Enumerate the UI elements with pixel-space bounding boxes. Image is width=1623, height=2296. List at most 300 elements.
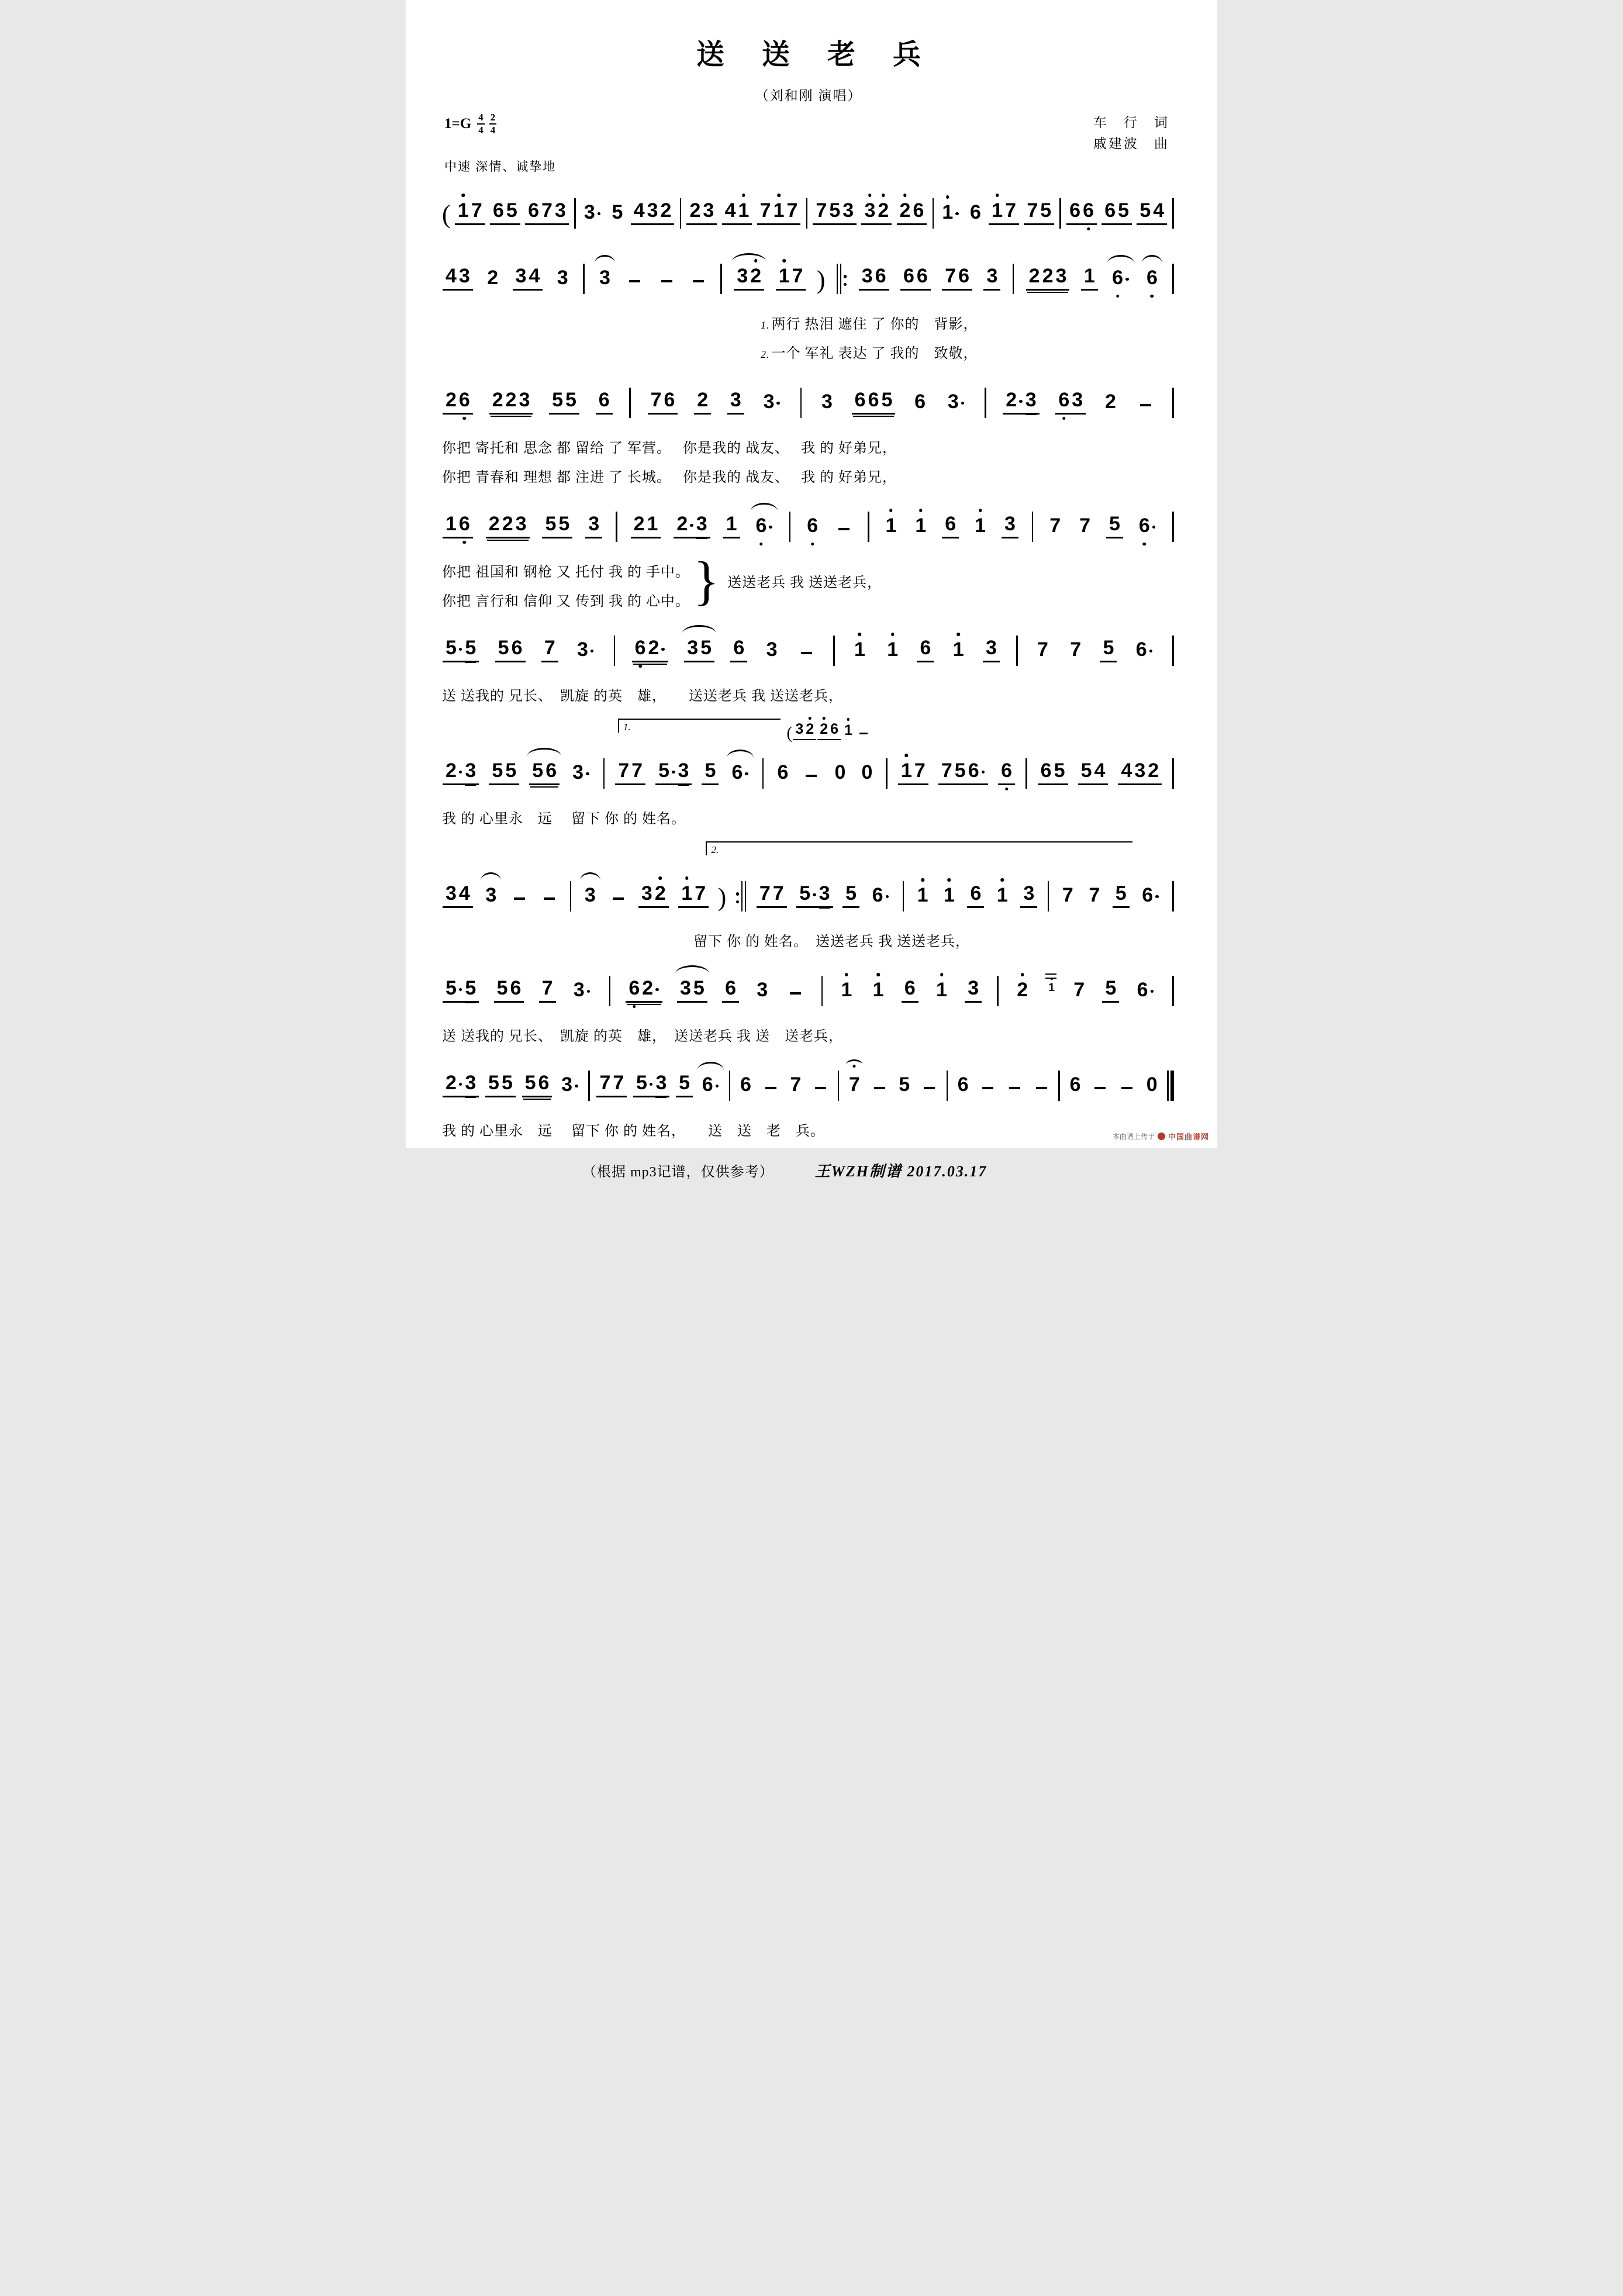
note: 3 [842,199,854,222]
note: 3 [1023,882,1035,905]
barline-stroke [1170,1071,1174,1101]
paren: ) [717,882,727,912]
note: 7 [1027,199,1038,222]
note: 7 [1062,884,1073,907]
augmentation-dot [1125,278,1129,281]
note: 3 [573,979,585,1002]
note: 6 [1069,199,1081,222]
octave-up-dot [882,194,885,197]
note: 4 [1121,759,1132,782]
slur [527,748,561,758]
note: 4 [633,199,645,222]
note-group [1059,885,1076,908]
note-group [859,266,889,291]
note-group [1144,1075,1161,1097]
barline-stroke [745,881,747,912]
note-group [942,266,972,291]
note: 5 [1040,199,1052,222]
note: 3 [485,884,497,907]
note-group [804,516,821,538]
site-logo-icon [1158,1133,1165,1140]
octave-up-dot [777,194,781,197]
augmentation-dot [459,771,462,774]
augmentation-dot [813,893,816,897]
barline-stroke [1167,1071,1169,1101]
note: 5 [845,882,857,905]
octave-up-dot [1051,978,1053,980]
note-group [582,885,599,908]
note: 3 [968,977,979,1000]
note-group [883,516,900,538]
note-group [609,202,626,225]
note-group [722,978,739,1003]
note: 1 [952,640,965,660]
music-system [442,713,1175,827]
octave-up-dot [659,876,662,880]
note: 1 [973,516,987,536]
barline-stroke [985,388,986,418]
note-group [796,883,833,908]
time-signatures [477,112,496,136]
barline-stroke [840,264,842,294]
dash [1094,1087,1106,1090]
scribe-signature: 王WZH制谱 2017.03.17 [814,1163,987,1180]
barline [629,388,631,418]
barline [614,636,616,666]
note: 2 [633,513,645,536]
verse-number: 2. [761,348,770,361]
note: 7 [650,389,662,412]
note-group [896,1075,913,1097]
extra-underline [465,785,476,786]
note-group [678,883,709,908]
note: 1 [886,640,899,660]
note-group [1071,980,1087,1003]
barline-stroke [1013,264,1014,294]
barline-stroke [1172,636,1174,666]
note-group [581,202,604,225]
note-group [542,514,572,538]
note: 0 [1146,1073,1158,1096]
octave-up-dot [919,509,923,512]
note-group [831,762,848,785]
note: 5 [558,513,570,536]
barline [903,881,904,912]
note: 1 [737,201,750,220]
footer-note: （根据 mp3记谱，仅供参考） [582,1165,774,1180]
note: 1 [941,202,954,222]
note: 6 [1137,979,1148,1002]
note: 7 [1073,979,1085,1002]
note: 6 [970,201,981,224]
note: 6 [970,882,982,905]
note-group [655,761,692,785]
barline [997,976,999,1006]
note-group [443,514,473,538]
note-group [574,640,597,662]
note: 5 [1080,759,1092,782]
note-group [1014,980,1031,1003]
barline-stroke [868,512,869,542]
note: 3 [821,391,833,413]
note: 5 [505,759,517,782]
note-group [942,514,959,538]
note: 4 [458,882,470,905]
barline-stroke [609,976,611,1006]
barline [762,758,764,789]
note-group [633,1073,669,1097]
note-group [965,978,982,1003]
octave-up-dot [940,973,944,976]
note: 7 [471,199,482,222]
octave-down-dot [1143,543,1147,546]
note: 2 [488,513,500,536]
time-signature-2: $\frac{2}{4}$ [490,112,496,136]
note: 2 [1104,391,1116,413]
note: 1 [1047,982,1056,993]
augmentation-dot [1149,650,1153,653]
watermark-prefix: 本曲谱上传于 [1112,1133,1155,1141]
octave-up-dot [1001,878,1004,882]
octave-up-dot [956,633,960,636]
barline-stroke [1172,264,1174,294]
lyric-row [442,465,1175,486]
dash [924,1087,935,1090]
note: 3 [446,882,457,905]
note: 6 [733,637,745,660]
double-underline [491,416,532,417]
note: 2 [1016,980,1029,1000]
barline-stroke [1016,636,1018,666]
barline-stroke [1172,758,1174,789]
note: 1 [914,516,927,536]
note: 6 [903,265,914,288]
music-line [442,494,1175,551]
note: 6 [528,199,540,222]
note: 6 [1104,199,1116,222]
note: 6 [664,389,675,412]
note: 2 [1042,265,1054,288]
note: 2 [660,199,672,222]
barline-end [1167,1071,1174,1101]
barline-stroke [821,976,823,1006]
barline [680,198,682,229]
lyric-row [442,684,1175,705]
barline-stroke [720,264,722,294]
note-group [676,1073,693,1097]
note: 2 [505,389,517,412]
note-group [723,514,740,538]
note: 6 [872,884,883,907]
note: 7 [786,199,798,222]
note-group [489,390,533,415]
note-group [1047,516,1063,538]
note: 6 [740,1073,751,1096]
barline [609,976,611,1006]
note: 6 [958,265,970,288]
octave-down-dot [633,1005,636,1009]
octave-up-dot [905,754,909,757]
note: 6 [1040,759,1052,782]
note: 1 [1083,265,1095,288]
octave-down-dot [463,541,467,544]
barline-stroke [800,388,802,418]
barline [588,1071,590,1101]
octave-up-dot [742,194,745,197]
note-group [1067,640,1084,662]
note-group [1038,761,1068,785]
paren: ) [816,265,826,294]
note: 6 [1000,761,1013,781]
music-line [442,618,1175,675]
note: 2 [676,513,688,536]
barline [1013,264,1014,294]
note: 7 [792,265,803,288]
note-group [1100,638,1117,662]
note: 3 [464,761,477,781]
note-group [494,978,524,1003]
watermark-site: 中国曲谱网 [1168,1133,1209,1141]
note: 1 [990,201,1004,220]
note-group [1055,390,1086,415]
note: 3 [584,884,596,907]
note-group [813,201,857,225]
note: 6 [538,1072,550,1095]
note: 1 [457,201,470,220]
tempo-marking: 中速 深情、诚挚地 [444,160,557,174]
note: 3 [554,199,566,222]
note-group [945,392,968,415]
dash [514,897,525,900]
note-group [684,638,714,662]
augmentation-dot [459,988,462,992]
note-group [941,885,958,908]
note-group [443,978,479,1003]
note: 5 [464,638,477,658]
barline-stroke [680,198,682,229]
note-group [912,516,929,538]
lyric-text: 一个 军礼 表达 了 我的 致敬， [771,346,978,362]
note: 6 [777,761,789,784]
music-system [442,958,1175,1045]
note-group [955,1075,972,1097]
extra-underline [465,662,476,664]
music-system [442,835,1175,950]
barline [729,1071,731,1101]
extra-underline [465,1002,476,1004]
slur [697,1062,724,1072]
note-group [858,762,875,785]
note: 3 [818,883,831,903]
augmentation-dot [886,895,889,899]
note: 5 [501,1072,513,1095]
barline-stroke [1048,881,1049,912]
note: 3 [1072,389,1083,412]
note: 6 [913,199,924,222]
double-underline [523,1099,551,1100]
lyric-text: 两行 热泪 遮住 了 你的 背影， [771,317,978,333]
note-group [989,201,1019,225]
barline [603,758,605,789]
lyric-text: 送 送我的 兄长、 凯旋 的英 雄， 送送老兵 我 送 送老兵， [442,1029,843,1045]
barline [947,1071,948,1101]
lyric-row [442,1024,1175,1045]
octave-up-dot [921,878,924,882]
barline [1025,758,1027,789]
note-group [752,516,775,538]
credits [1093,112,1175,154]
double-underline [487,540,529,541]
slur [1142,255,1162,265]
paren: ( [442,199,451,229]
music-line [442,181,1175,238]
barline [583,264,585,294]
note-group [1133,640,1156,662]
note: 2 [446,389,457,412]
barline-stroke [886,758,888,789]
barline [868,512,869,542]
dash [1121,1087,1132,1090]
augmentation-dot [961,402,965,405]
barline-stroke [729,1071,731,1101]
note-group [898,761,928,785]
note: 6 [725,977,736,1000]
lyric-text: 你把 祖国和 钢枪 又 托付 我 的 手中。 [442,565,690,581]
note-group [1144,268,1161,291]
meta-row [442,112,1175,154]
note: 6 [868,389,879,412]
note: 6 [806,516,819,536]
octave-up-dot [948,878,951,882]
note-group [677,978,707,1003]
note: 0 [834,761,846,784]
lyric-row [442,589,690,610]
note: 6 [754,516,768,536]
note: 7 [618,759,630,782]
barline-stroke [789,512,791,542]
barline [574,198,576,229]
note-group [702,761,719,785]
augmentation-dot [575,1085,578,1088]
note-group [1113,883,1130,908]
barline [1059,198,1061,229]
note: 7 [544,637,555,660]
note-group [638,883,669,908]
augmentation-dot [1151,990,1154,993]
note-group [1066,201,1097,225]
note: 3 [647,199,658,222]
repeat-dots [736,892,740,903]
note: 3 [687,637,699,660]
barline [838,1071,840,1101]
octave-down-dot [463,417,467,420]
note: 5 [532,759,544,782]
note-group [1134,980,1157,1003]
note-group [489,761,519,785]
note: 7 [848,1073,860,1096]
paren: ( [786,723,793,743]
octave-up-dot [876,973,880,976]
octave-up-dot [847,718,850,721]
note: 5 [446,977,457,1000]
note: 7 [613,1072,624,1095]
dash [1036,1087,1047,1090]
barline [789,512,791,542]
grace-note [1045,982,1058,995]
note-group [722,201,752,225]
barline-stroke [833,636,835,666]
note-group [485,1073,516,1097]
note-group [443,761,479,785]
note-group [1024,201,1054,225]
barline [1016,636,1018,666]
note: 2 [899,201,912,220]
note-group [694,390,711,415]
dash [1140,404,1151,407]
brace: } [693,550,720,610]
augmentation-dot [1019,400,1023,403]
barline-||: [837,264,847,294]
note: 1 [446,513,457,536]
key-signature [442,112,496,136]
note: 3 [757,979,768,1002]
watermark [1113,1131,1209,1142]
note: 5 [705,759,716,782]
note: 2 [492,389,503,412]
augmentation-dot [776,402,780,405]
fermata-dot [853,1065,856,1068]
note: 3 [679,977,691,1000]
note: 1 [772,201,786,220]
note: 3 [766,638,778,661]
dash [629,280,640,283]
note: 7 [1037,638,1048,661]
barline-stroke [614,636,616,666]
lyric-row [693,930,1175,950]
double-underline [853,416,895,417]
octave-down-dot [638,665,642,668]
note-group [1137,201,1167,225]
barline [1172,976,1174,1006]
note: 1 [996,885,1009,905]
note: 1 [840,980,853,1000]
note: 3 [947,391,959,413]
note: 5 [1054,759,1065,782]
lyric-column [442,551,690,610]
octave-up-dot [845,973,848,976]
note: 2 [749,266,762,286]
note: 5 [498,637,509,660]
note: 5 [524,1072,536,1095]
note: 5 [492,759,503,782]
octave-down-dot [1005,788,1009,791]
volta-bracket [706,841,1132,855]
dash [859,733,868,735]
barline-stroke [1025,758,1027,789]
note: 5 [1139,199,1151,222]
note-group [686,201,717,225]
note: 3 [515,513,527,536]
note: 6 [458,390,471,410]
note-group [911,392,928,415]
note: 2 [446,759,457,782]
note: 1 [885,516,898,536]
note-group [631,201,675,225]
barline-stroke [1058,1071,1060,1101]
note-group [983,266,1000,291]
dash [801,652,812,655]
augmentation-dot [591,650,594,653]
